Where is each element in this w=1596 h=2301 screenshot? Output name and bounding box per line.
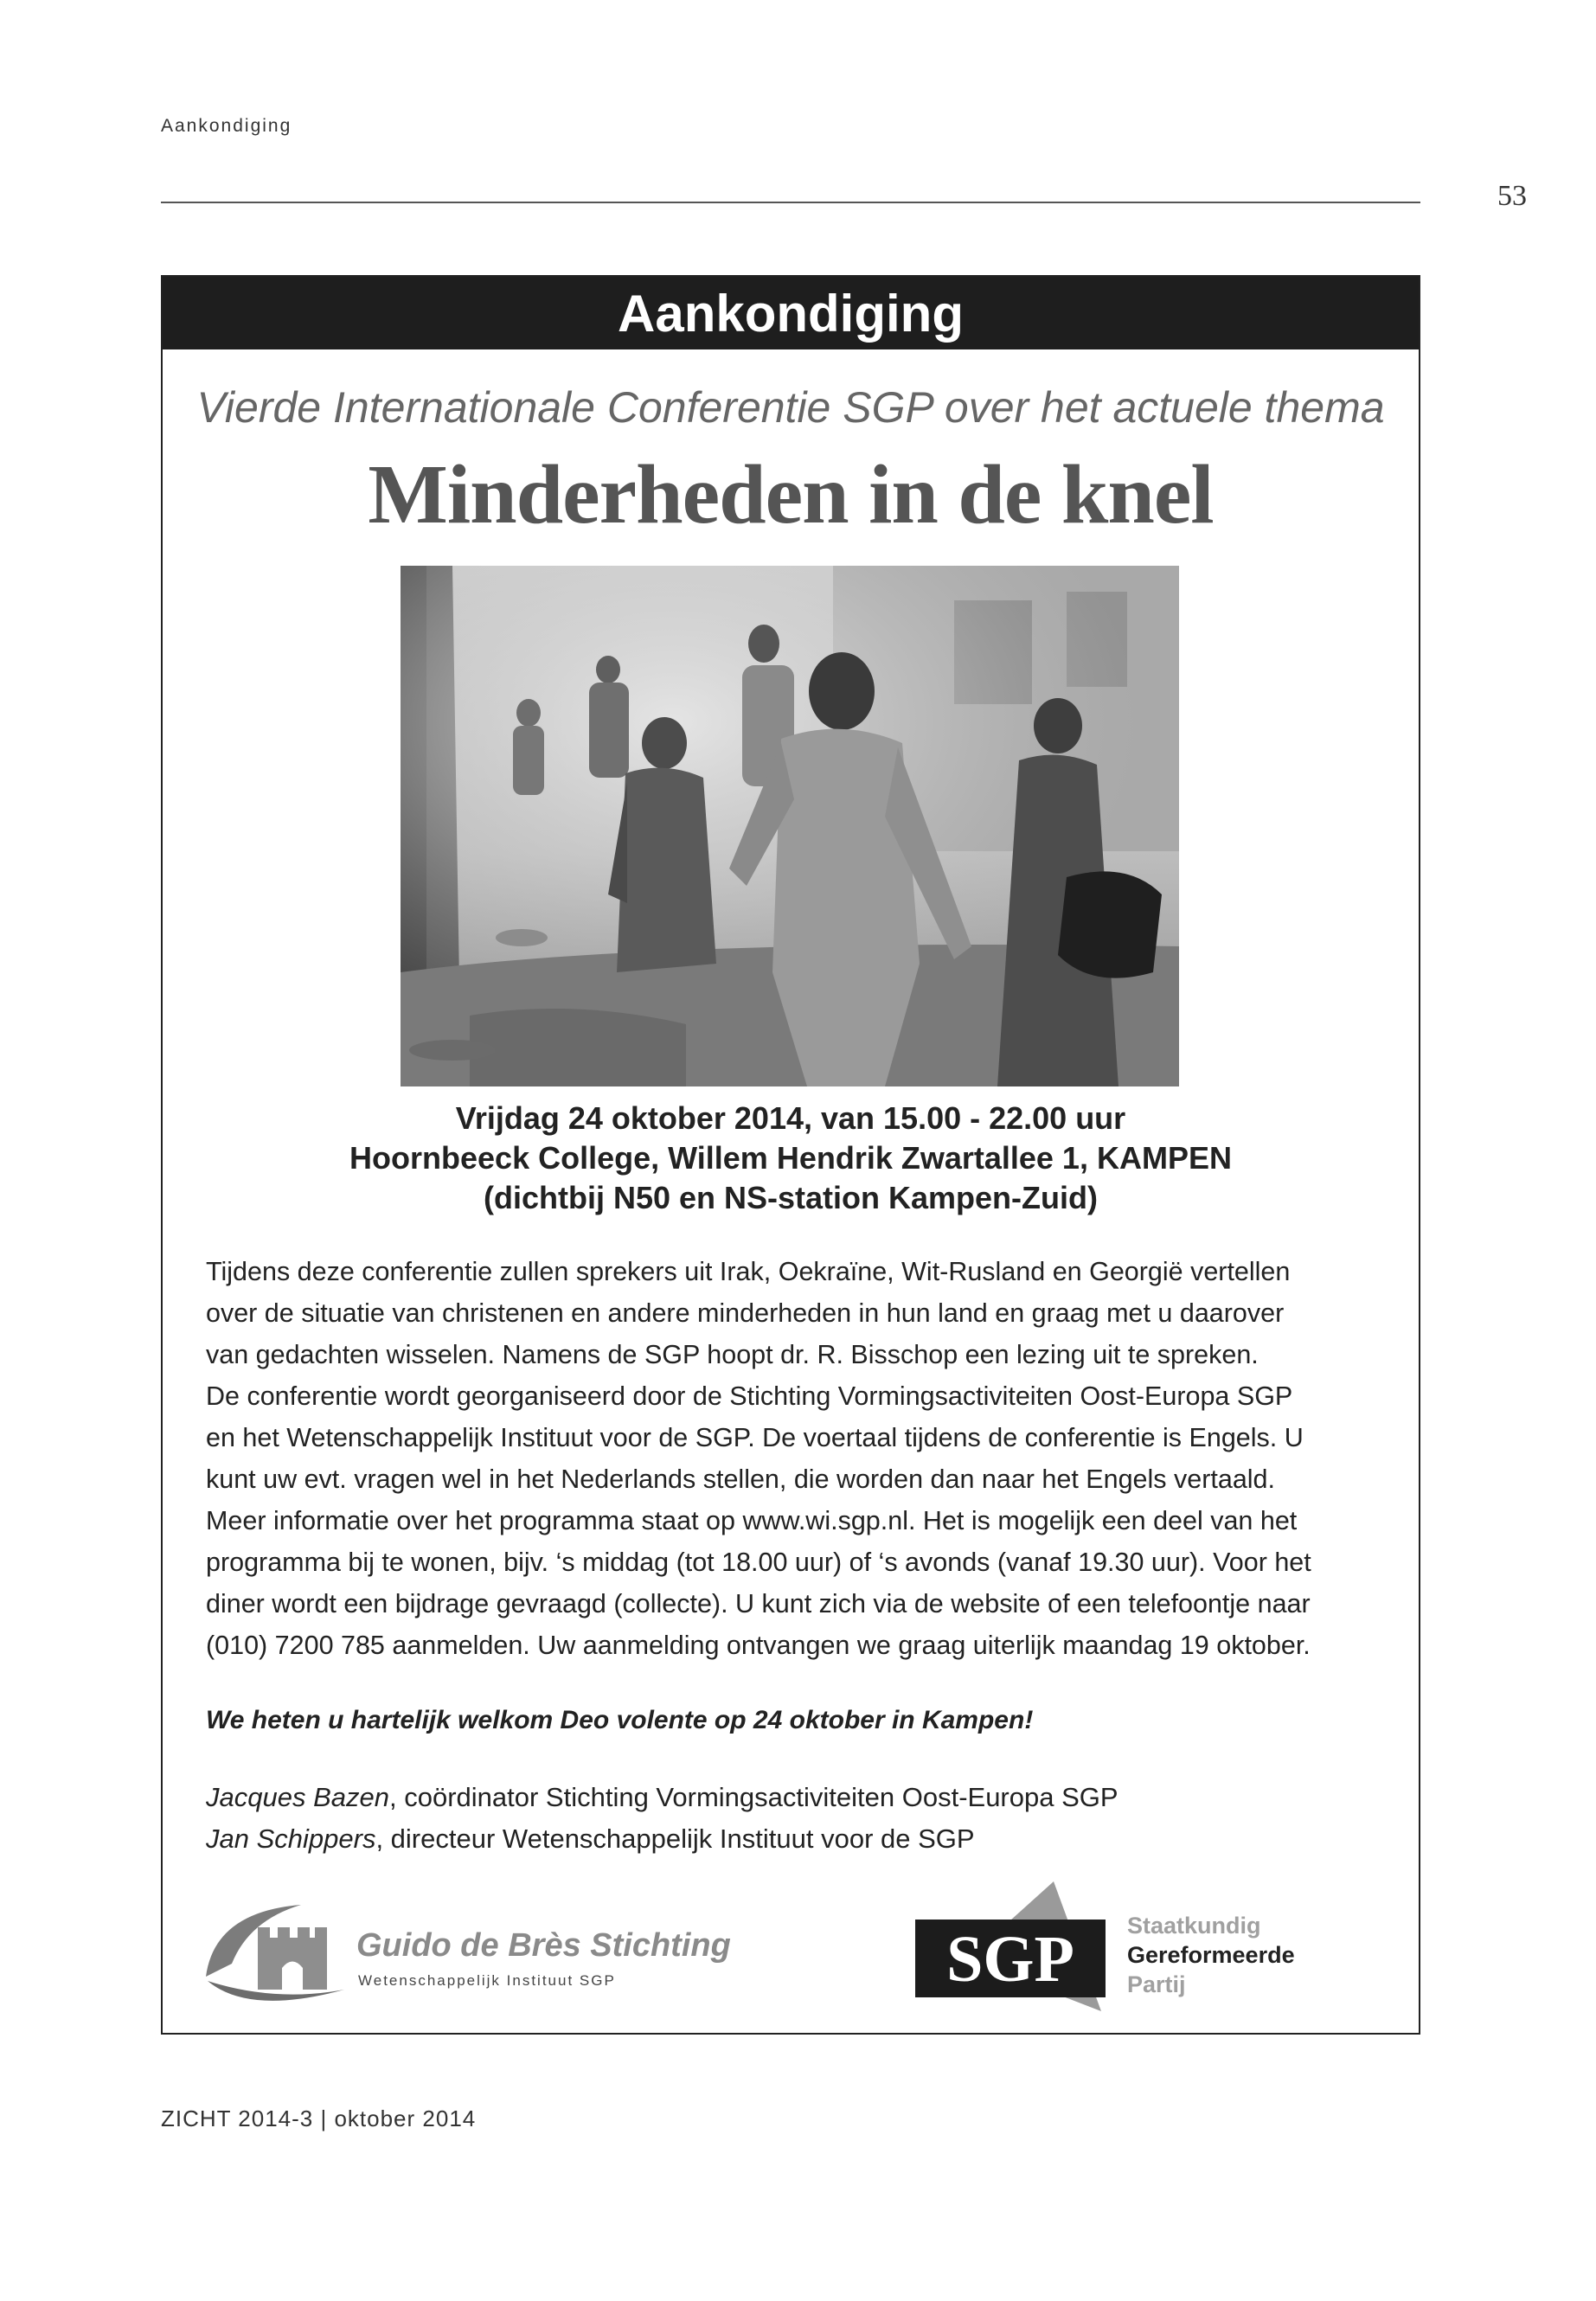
header-rule [161, 202, 1420, 203]
gdb-subtitle: Wetenschappelijk Instituut SGP [358, 1972, 616, 1989]
photo-image [401, 566, 1179, 1086]
body-line: kunt uw evt. vragen wel in het Nederlands stellen, die worden dan naar het Engels vertaald. [206, 1465, 1275, 1494]
gdb-name: Guido de Brès Stichting [356, 1927, 731, 1964]
event-photo [401, 566, 1179, 1086]
conference-subtitle: Vierde Internationale Conferentie SGP over het actuele thema [196, 383, 1385, 432]
signature-line [206, 1777, 1118, 1818]
signatory-name: Jacques Bazen [206, 1782, 389, 1812]
event-location: Hoornbeeck College, Willem Hendrik Zwartallee 1, KAMPEN [349, 1140, 1232, 1176]
sgp-name [1127, 1911, 1295, 1999]
sgp-name-line: Gereformeerde [1127, 1942, 1295, 1968]
guido-de-bres-logo [197, 1894, 734, 2016]
body-line: en het Wetenschappelijk Instituut voor de SGP. De voertaal tijdens de conferentie is Engels. U [206, 1423, 1304, 1452]
welcome-message: We heten u hartelijk welkom Deo volente op 24 oktober in Kampen! [206, 1706, 1034, 1734]
signatory-name: Jan Schippers [206, 1823, 376, 1854]
event-date: Vrijdag 24 oktober 2014, van 15.00 - 22.00 uur [455, 1100, 1126, 1136]
castle-icon [197, 1894, 353, 2016]
event-directions: (dichtbij N50 en NS-station Kampen-Zuid) [483, 1180, 1098, 1215]
announcement-body [206, 1251, 1382, 1666]
body-line: Meer informatie over het programma staat op www.wi.sgp.nl. Het is mogelijk een deel van het [206, 1506, 1298, 1535]
announcement-box [161, 275, 1420, 2035]
page-footer: ZICHT 2014-3 | oktober 2014 [161, 2106, 477, 2131]
sgp-name-line: Partij [1127, 1971, 1186, 1997]
body-line: programma bij te wonen, bijv. ‘s middag (tot 18.00 uur) of ‘s avonds (vanaf 19.30 uur). Voor het [206, 1548, 1311, 1577]
conference-title: Minderheden in de knel [368, 448, 1214, 542]
body-line: diner wordt een bijdrage gevraagd (collecte). U kunt zich via de website of een telefoontje naar [206, 1589, 1311, 1618]
sgp-name-line: Staatkundig [1127, 1913, 1261, 1939]
signatory-role: , coördinator Stichting Vormingsactiviteiten Oost-Europa SGP [388, 1782, 1118, 1812]
body-line: (010) 7200 785 aanmelden. Uw aanmelding ontvangen we graag uiterlijk maandag 19 oktober. [206, 1631, 1311, 1660]
running-head: Aankondiging [161, 116, 292, 136]
event-details [163, 1099, 1419, 1218]
body-line: van gedachten wisselen. Namens de SGP hoopt dr. R. Bisschop een lezing uit te spreken. [206, 1340, 1259, 1369]
signature-line [206, 1818, 1118, 1860]
sgp-logo [915, 1881, 1365, 2020]
body-line: over de situatie van christenen en andere minderheden in hun land en graag met u daarover [206, 1298, 1285, 1328]
sgp-emblem-icon [915, 1881, 1123, 2020]
sgp-abbr: SGP [946, 1923, 1074, 1996]
page-number: 53 [1497, 180, 1527, 212]
signatory-role: , directeur Wetenschappelijk Instituut voor de SGP [375, 1823, 975, 1854]
announcement-banner: Aankondiging [163, 277, 1419, 349]
body-line: De conferentie wordt georganiseerd door de Stichting Vormingsactiviteiten Oost-Europa SGP [206, 1381, 1293, 1411]
body-line: Tijdens deze conferentie zullen sprekers uit Irak, Oekraïne, Wit-Rusland en Georgië vertellen [206, 1257, 1291, 1286]
signatures [206, 1777, 1118, 1860]
